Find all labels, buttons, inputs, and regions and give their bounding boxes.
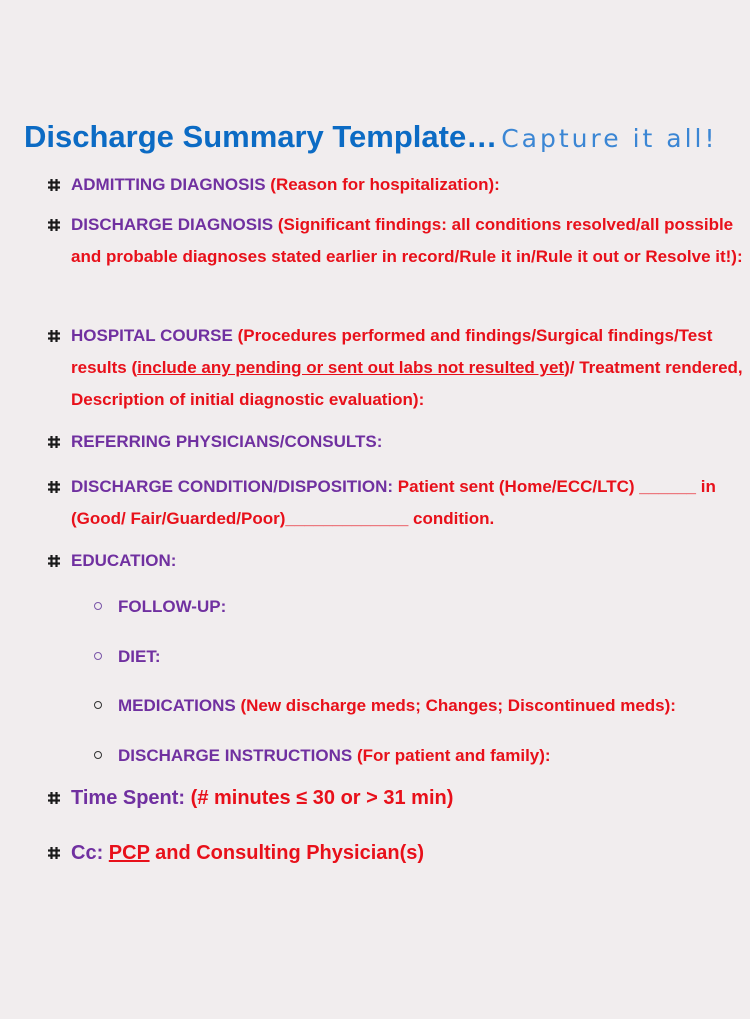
referring-physicians-label: REFERRING PHYSICIANS/CONSULTS: — [71, 432, 383, 451]
square-knot-bullet-icon — [47, 836, 61, 870]
discharge-condition-label: DISCHARGE CONDITION/DISPOSITION: — [71, 477, 398, 496]
square-knot-bullet-icon — [47, 169, 61, 201]
square-knot-bullet-icon — [47, 426, 61, 458]
education-medications-item — [94, 691, 744, 721]
discharge-condition-item — [47, 471, 747, 535]
diet-label: DIET: — [118, 647, 161, 666]
circle-bullet-icon — [94, 701, 102, 709]
admitting-diagnosis-label: ADMITTING DIAGNOSIS — [71, 175, 271, 194]
hospital-course-label: HOSPITAL COURSE — [71, 326, 238, 345]
instructions-detail: (For patient and family): — [356, 746, 551, 765]
discharge-diagnosis-detail: (Significant findings: all conditions resolved/all possible and probable diagnoses stated earlier in record/Rule it in/Rule it out or Resolve it!): — [71, 215, 743, 266]
followup-label: FOLLOW-UP: — [118, 597, 227, 616]
time-spent-label: Time Spent: — [71, 787, 191, 809]
square-knot-bullet-icon — [47, 545, 61, 577]
square-knot-bullet-icon — [47, 209, 61, 241]
circle-bullet-icon — [94, 602, 102, 610]
medications-detail: (New discharge meds; Changes; Discontinued meds): — [240, 696, 676, 715]
page-title — [24, 118, 718, 155]
cc-item — [47, 836, 747, 870]
education-followup-item — [94, 592, 744, 622]
admitting-diagnosis-item — [47, 169, 747, 201]
admitting-diagnosis-detail: (Reason for hospitalization): — [270, 175, 500, 194]
hospital-course-detail-2: )/ Treatment rendered, Description of initial diagnostic evaluation): — [71, 358, 743, 409]
instructions-label: DISCHARGE INSTRUCTIONS — [118, 746, 357, 765]
education-item — [47, 545, 747, 577]
hospital-course-detail-1: (Procedures performed and findings/Surgical findings/Test results ( — [71, 326, 713, 377]
hospital-course-pending-labs-note: include any pending or sent out labs not resulted yet — [137, 358, 565, 377]
square-knot-bullet-icon — [47, 320, 61, 352]
time-spent-detail: (# minutes ≤ 30 or > 31 min) — [190, 787, 454, 809]
discharge-diagnosis-label: DISCHARGE DIAGNOSIS — [71, 215, 278, 234]
time-spent-item — [47, 781, 747, 815]
education-instructions-item — [94, 741, 744, 771]
circle-bullet-icon — [94, 652, 102, 660]
title-main: Discharge Summary Template… — [24, 119, 498, 154]
medications-label: MEDICATIONS — [118, 696, 241, 715]
discharge-condition-detail: Patient sent (Home/ECC/LTC) ______ in (Good/ Fair/Guarded/Poor)_____________ condition. — [71, 477, 716, 528]
cc-label: Cc: — [71, 842, 109, 864]
education-diet-item — [94, 642, 744, 672]
discharge-diagnosis-item — [47, 209, 747, 273]
square-knot-bullet-icon — [47, 471, 61, 503]
hospital-course-item — [47, 320, 747, 416]
cc-consulting-physicians: and Consulting Physician(s) — [149, 842, 425, 864]
square-knot-bullet-icon — [47, 781, 61, 815]
education-label: EDUCATION: — [71, 551, 177, 570]
title-subtitle: Capture it all! — [501, 124, 718, 153]
referring-physicians-item — [47, 426, 747, 458]
circle-bullet-icon — [94, 751, 102, 759]
cc-pcp: PCP — [108, 842, 150, 864]
